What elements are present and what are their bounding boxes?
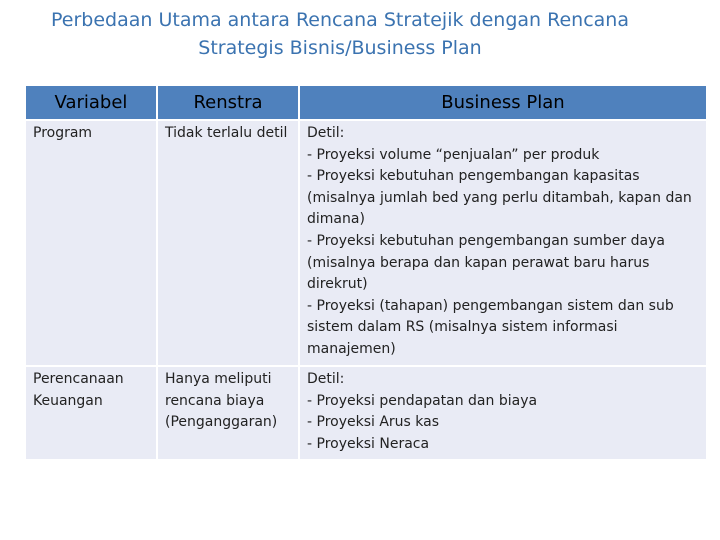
cell-business-plan: Detil: - Proyeksi pendapatan dan biaya - Proyeksi Arus kas - Proyeksi Neraca bbox=[300, 367, 706, 459]
header-business-plan: Business Plan bbox=[300, 86, 706, 119]
cell-variabel: Perencanaan Keuangan bbox=[26, 367, 156, 459]
table-row bbox=[26, 121, 706, 365]
table-header-row bbox=[26, 86, 706, 119]
cell-variabel: Program bbox=[26, 121, 156, 365]
slide-title: Perbedaan Utama antara Rencana Stratejik dengan Rencana Strategis Bisnis/Business Plan bbox=[51, 9, 629, 59]
header-renstra: Renstra bbox=[158, 86, 298, 119]
header-variabel: Variabel bbox=[26, 86, 156, 119]
cell-renstra: Tidak terlalu detil bbox=[158, 121, 298, 365]
table-row bbox=[26, 367, 706, 459]
cell-renstra: Hanya meliputi rencana biaya (Penganggaran) bbox=[158, 367, 298, 459]
comparison-table bbox=[24, 84, 708, 461]
cell-business-plan: Detil: - Proyeksi volume “penjualan” per produk - Proyeksi kebutuhan pengembangan kapasitas (misalnya jumlah bed yang perlu ditambah, kapan dan dimana) - Proyeksi kebutuhan pengembangan sumber daya (misalnya berapa dan kapan perawat baru harus direkrut) - Proyeksi (tahapan) pengembangan sistem dan sub sistem dalam RS (misalnya sistem informasi manajemen) bbox=[300, 121, 706, 365]
